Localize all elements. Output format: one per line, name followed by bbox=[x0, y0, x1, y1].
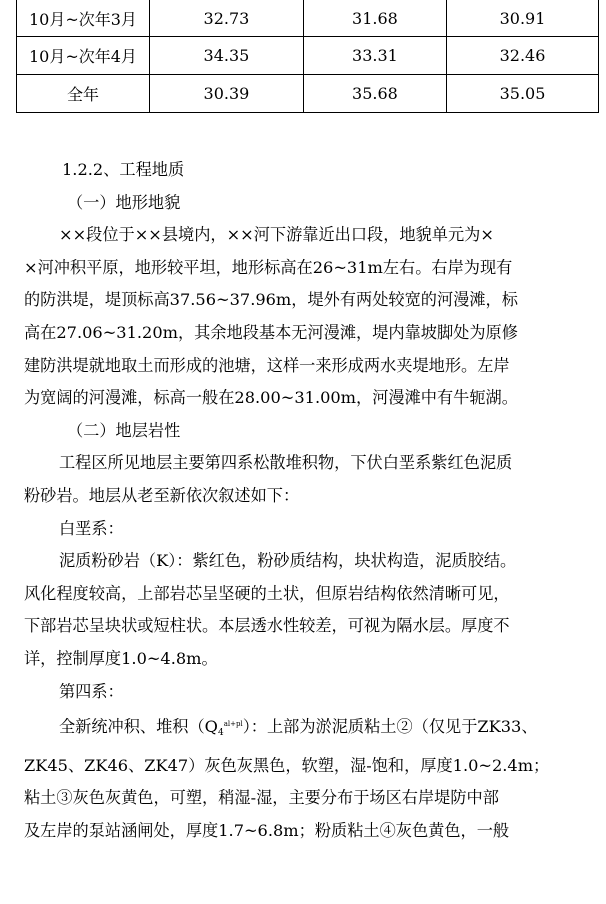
cretaceous-paragraph bbox=[24, 545, 584, 675]
text-line: 粉砂岩。地层从老至新依次叙述如下： bbox=[24, 485, 300, 505]
table-row bbox=[17, 37, 599, 75]
terrain-paragraph bbox=[24, 219, 584, 415]
text-line: 风化程度较高，上部岩芯呈坚硬的土状，但原岩结构依然清晰可见， bbox=[24, 583, 510, 603]
text-line: 工程区所见地层主要第四系松散堆积物，下伏白垩系紫红色泥质 bbox=[59, 453, 513, 473]
text-line: 为宽阔的河漫滩，标高一般在28.00~31.00m，河漫滩中有牛轭湖。 bbox=[24, 388, 518, 408]
text-line: 详，控制厚度1.0~4.8m。 bbox=[24, 648, 218, 668]
value-cell: 31.68 bbox=[303, 0, 446, 37]
strata-paragraph bbox=[24, 447, 584, 512]
value-cell: 32.73 bbox=[149, 0, 303, 37]
value-cell: 34.35 bbox=[149, 37, 303, 75]
text-line: 全新统冲积、堆积$(Q_4^{al+pl})$：上部为淤泥质粘土②（仅见于ZK33、 bbox=[59, 717, 538, 739]
period-cell: 10月~次年4月 bbox=[17, 37, 150, 75]
value-cell: 35.05 bbox=[446, 75, 598, 113]
quaternary-paragraph bbox=[24, 708, 584, 847]
subsection-strata-title: （二）地层岩性 bbox=[67, 420, 181, 440]
value-cell: 30.91 bbox=[446, 0, 598, 37]
value-cell: 32.46 bbox=[446, 37, 598, 75]
section-1-2-2 bbox=[24, 154, 584, 847]
table-row bbox=[17, 75, 599, 113]
text-line: 高在27.06~31.20m，其余地段基本无河漫滩，堤内靠坡脚处为原修 bbox=[24, 322, 518, 342]
text-line: ZK45、ZK46、ZK47）灰色灰黑色，软塑，湿-饱和，厚度1.0~2.4m； bbox=[24, 755, 550, 775]
quaternary-title: 第四系： bbox=[59, 681, 124, 701]
text-line: 的防洪堤，堤顶标高37.56~37.96m，堤外有两处较宽的河漫滩，标 bbox=[24, 290, 518, 310]
climate-table bbox=[16, 0, 599, 113]
text-line: 及左岸的泵站涵闸处，厚度1.7~6.8m；粉质粘土④灰色黄色，一般 bbox=[24, 820, 510, 840]
text-line: 建防洪堤就地取土而形成的池塘，这样一来形成两水夹堤地形。左岸 bbox=[24, 355, 510, 375]
table-row bbox=[17, 0, 599, 37]
section-heading: 1.2.2、工程地质 bbox=[62, 160, 185, 179]
text-line: ×河冲积平原，地形较平坦，地形标高在26~31m左右。右岸为现有 bbox=[24, 257, 513, 277]
period-cell: 10月~次年3月 bbox=[17, 0, 150, 37]
value-cell: 30.39 bbox=[149, 75, 303, 113]
value-cell: 33.31 bbox=[303, 37, 446, 75]
formula-superscript: al+pl bbox=[223, 720, 243, 729]
text-line: 泥质粉砂岩（K）：紫红色，粉砂质结构，块状构造，泥质胶结。 bbox=[59, 551, 517, 571]
cretaceous-title: 白垩系： bbox=[59, 518, 124, 538]
text-line: 粘土③灰色灰黄色，可塑，稍湿-湿，主要分布于场区右岸堤防中部 bbox=[24, 788, 499, 808]
text-line: ××段位于××县境内，××河下游靠近出口段，地貌单元为× bbox=[59, 225, 494, 245]
subsection-terrain-title: （一）地形地貌 bbox=[67, 192, 181, 212]
formula-subscript: 4 bbox=[217, 728, 224, 739]
text-line: 下部岩芯呈块状或短柱状。本层透水性较差，可视为隔水层。厚度不 bbox=[24, 616, 510, 636]
value-cell: 35.68 bbox=[303, 75, 446, 113]
period-cell: 全年 bbox=[17, 75, 150, 113]
